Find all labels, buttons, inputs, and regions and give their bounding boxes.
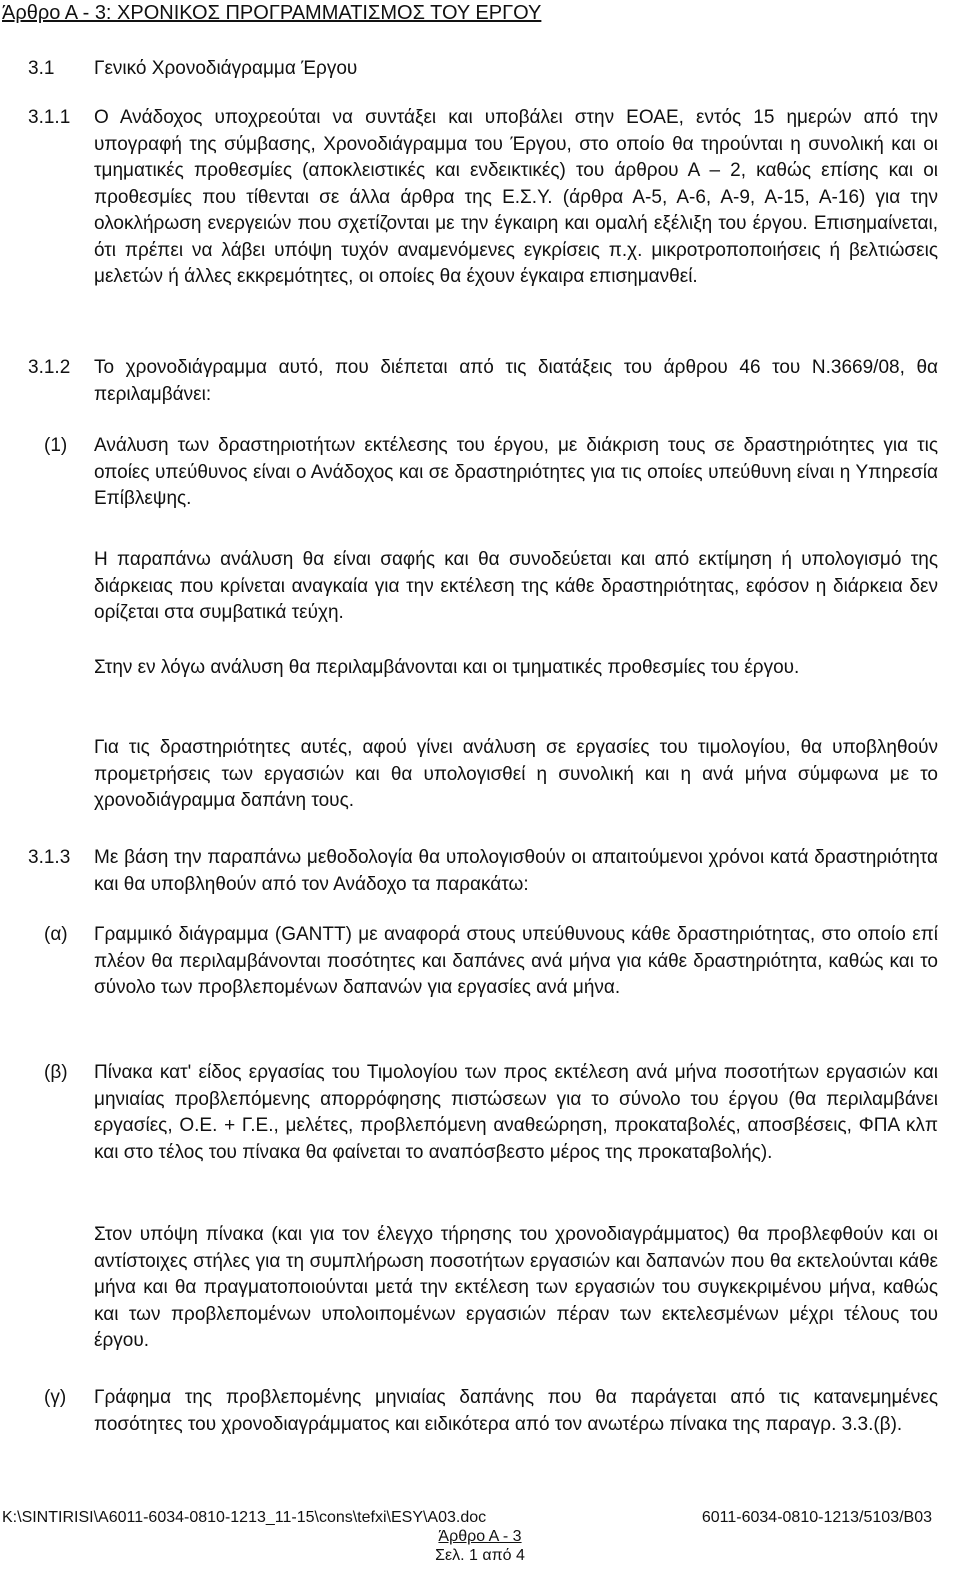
paragraph: Στην εν λόγω ανάλυση θα περιλαμβάνονται και οι τμηματικές προθεσμίες του έργου. (94, 657, 800, 678)
clause-text: Ο Ανάδοχος υποχρεούται να συντάξει και υποβάλει στην ΕΟΑΕ, εντός 15 ημερών από την υπογραφή της σύμβασης, Χρονοδιάγραμμα του Έργου, στο οποίο θα τηρούνται η συνολική και οι τμηματικές προθεσμίες (αποκλειστικές και ενδεικτικές) του άρθρου Α – 2, καθώς επίσης και οι προθεσμίες που τίθενται σε άλλα άρθρα της Ε.Σ.Υ. (άρθρα Α-5, Α-6, Α-9, Α-15, Α-16) για την ολοκλήρωση ενεργειών που σχετίζονται με την έγκαιρη και ομαλή εξέλιξη του έργου. Επισημαίνεται, ότι πρέπει να λάβει υπόψη τυχόν αναμενόμενες εγκρίσεις π.χ. μικροτροποποιήσεις ή βελτιώσεις μελετών ή άλλες εκκρεμότητες, οι οποίες θα έχουν έγκαιρα επισημανθεί. (94, 107, 938, 287)
item-label: (γ) (44, 1387, 67, 1408)
clause-number: 3.1.2 (28, 357, 71, 378)
list-item-a (44, 922, 938, 1002)
section-title: Γενικό Χρονοδιάγραμμα Έργου (94, 58, 358, 79)
paragraph: Η παραπάνω ανάλυση θα είναι σαφής και θα συνοδεύεται και από εκτίμηση ή υπολογισμό της διάρκειας που κρίνεται αναγκαία για την εκτέλεση της κάθε δραστηριότητας, εφόσον η διάρκεια δεν ορίζεται στα συμβατικά τεύχη. (94, 549, 938, 623)
footer-document-code: 6011-6034-0810-1213/5103/B03 (701, 1509, 932, 1526)
clause-3-1-2 (28, 355, 938, 408)
section-number: 3.1 (28, 58, 55, 79)
footer-file-path: K:\SINTIRISI\A6011-6034-0810-1213_11-15\cons\tefxi\ESY\A03.doc (2, 1509, 487, 1526)
clause-number: 3.1.1 (28, 107, 71, 128)
item-label: (β) (44, 1062, 68, 1083)
item-label: (α) (44, 924, 68, 945)
section-heading (28, 56, 357, 83)
footer-page-number: Σελ. 1 από 4 (435, 1547, 525, 1564)
clause-3-1-3 (28, 845, 938, 898)
paragraph: Για τις δραστηριότητες αυτές, αφού γίνει ανάλυση σε εργασίες του τιμολογίου, θα υποβληθούν προμετρήσεις των εργασιών και θα υπολογισθεί η συνολική και η ανά μήνα σύμφωνα με το χρονοδιάγραμμα δαπάνη τους. (94, 737, 938, 811)
item-text: Πίνακα κατ' είδος εργασίας του Τιμολογίου των προς εκτέλεση ανά μήνα ποσοτήτων εργασιών και μηνιαίας προβλεπόμενης απορρόφησης πιστώσεων για το σύνολο του έργου (θα περιλαμβάνει εργασίες, Ο.Ε. + Γ.Ε., μελέτες, προβλεπόμενη αναθεώρηση, προκαταβολές, αποσβέσεις, ΦΠΑ κλπ και στο τέλος του πίνακα θα φαίνεται το αναπόσβεστο μέρος της προκαταβολής). (94, 1062, 938, 1163)
clause-text: Το χρονοδιάγραμμα αυτό, που διέπεται από τις διατάξεις του άρθρου 46 του Ν.3669/08, θα περιλαμβάνει: (94, 357, 938, 405)
list-item-b (44, 1060, 938, 1166)
clause-3-1-1 (28, 105, 938, 291)
item-text: Γράφημα της προβλεπομένης μηνιαίας δαπάνης που θα παράγεται από τις κατανεμημένες ποσότητες του χρονοδιαγράμματος και ειδικότερα από τον ανωτέρω πίνακα της παραγρ. 3.3.(β). (94, 1387, 938, 1435)
clause-number: 3.1.3 (28, 847, 71, 868)
item-text: Γραμμικό διάγραμμα (GANTT) με αναφορά στους υπεύθυνους κάθε δραστηριότητας, στο οποίο επί πλέον θα περιλαμβάνονται ποσότητες και δαπάνες ανά μήνα για κάθε δραστηριότητα, καθώς και το σύνολο των προβλεπομένων δαπανών για εργασίες ανά μήνα. (94, 924, 938, 998)
footer-article: Άρθρο Α - 3 (438, 1528, 522, 1545)
item-text: Ανάλυση των δραστηριοτήτων εκτέλεσης του έργου, με διάκριση τους σε δραστηριότητες για τις οποίες υπεύθυνος είναι ο Ανάδοχος και σε δραστηριότητες για τις οποίες υπεύθυνη είναι η Υπηρεσία Επίβλεψης. (94, 435, 938, 509)
list-item-1 (44, 433, 938, 513)
item-label: (1) (44, 435, 68, 456)
article-title: Άρθρο Α - 3: ΧΡΟΝΙΚΟΣ ΠΡΟΓΡΑΜΜΑΤΙΣΜΟΣ ΤΟΥ ΕΡΓΟΥ (2, 2, 542, 24)
clause-text: Με βάση την παραπάνω μεθοδολογία θα υπολογισθούν οι απαιτούμενοι χρόνοι κατά δραστηριότητα και θα υποβληθούν από τον Ανάδοχο τα παρακάτω: (94, 847, 938, 895)
list-item-c (44, 1385, 938, 1438)
paragraph: Στον υπόψη πίνακα (και για τον έλεγχο τήρησης του χρονοδιαγράμματος) θα προβλεφθούν και οι αντίστοιχες στήλες για τη συμπλήρωση ποσοτήτων εργασιών και δαπανών που θα εκτελούνται κάθε μήνα και θα πραγματοποιούνται μετά την εκτέλεση των εργασιών του συγκεκριμένου μήνα, καθώς και των προβλεπομένων υπολοιπομένων εργασιών πέραν των εκτελεσμένων μέχρι τέλους του έργου. (94, 1224, 938, 1351)
